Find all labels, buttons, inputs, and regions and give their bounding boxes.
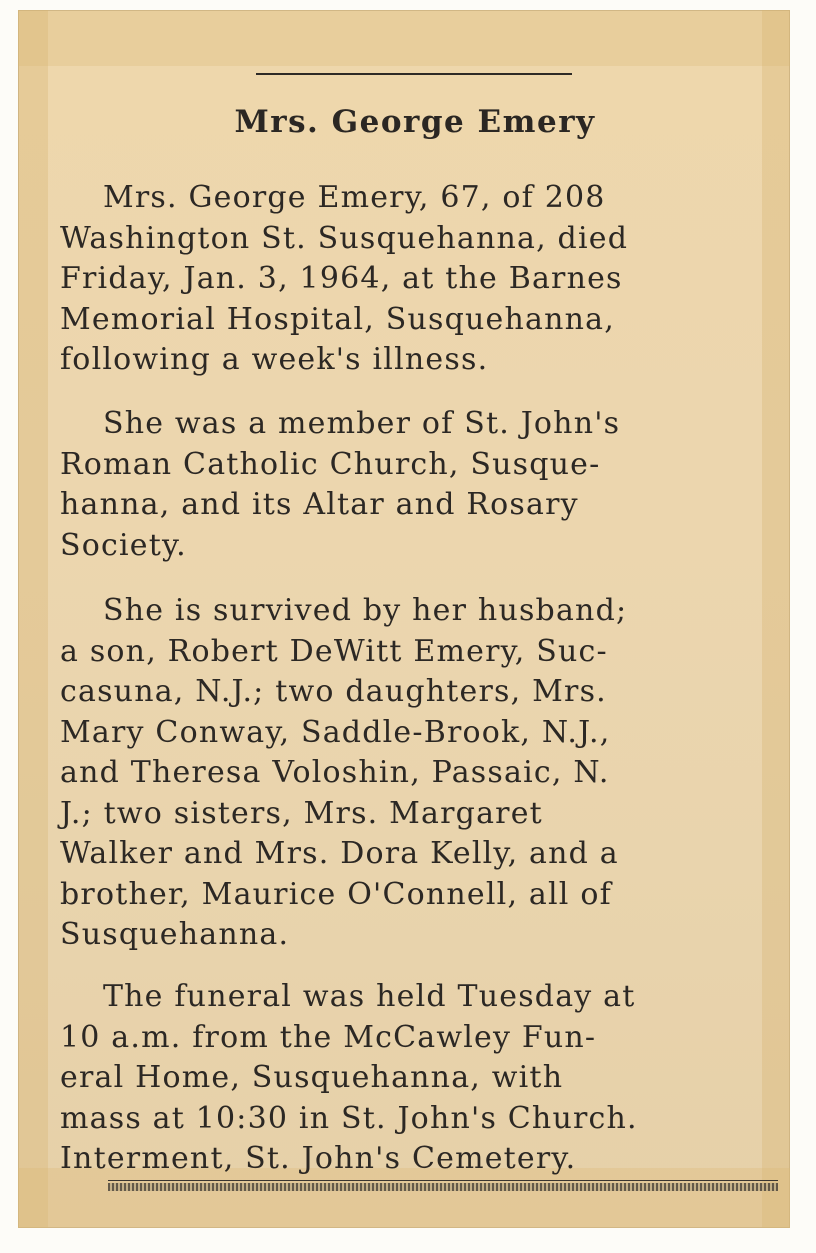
- tape-right: [762, 10, 790, 1228]
- tape-top: [18, 10, 790, 66]
- top-rule: [256, 73, 572, 75]
- newspaper-clipping: [18, 10, 790, 1228]
- paragraph-death-notice: Mrs. George Emery, 67, of 208 Washington St. Susquehanna, died Friday, Jan. 3, 1964, at the Barnes Memorial Hospital, Susquehanna, following a week's illness.: [60, 180, 629, 377]
- paragraph-church-membership: She was a member of St. John's Roman Catholic Church, Susque- hanna, and its Altar and Rosary Society.: [60, 406, 621, 563]
- bottom-rule: [108, 1183, 778, 1191]
- bottom-rule-line: [108, 1180, 778, 1181]
- headline: Mrs. George Emery: [234, 104, 596, 140]
- tape-left: [18, 10, 48, 1228]
- paragraph-survivors: She is survived by her husband; a son, Robert DeWitt Emery, Suc- casuna, N.J.; two daughters, Mrs. Mary Conway, Saddle-Brook, N.J., and Theresa Voloshin, Passaic, N. J.; two sisters, Mrs. Margaret Walker and Mrs. Dora Kelly, and a brother, Maurice O'Connell, all of Susquehanna.: [60, 593, 628, 952]
- paragraph-funeral: The funeral was held Tuesday at 10 a.m. from the McCawley Fun- eral Home, Susquehanna, with mass at 10:30 in St. John's Church. Interment, St. John's Cemetery.: [60, 979, 638, 1176]
